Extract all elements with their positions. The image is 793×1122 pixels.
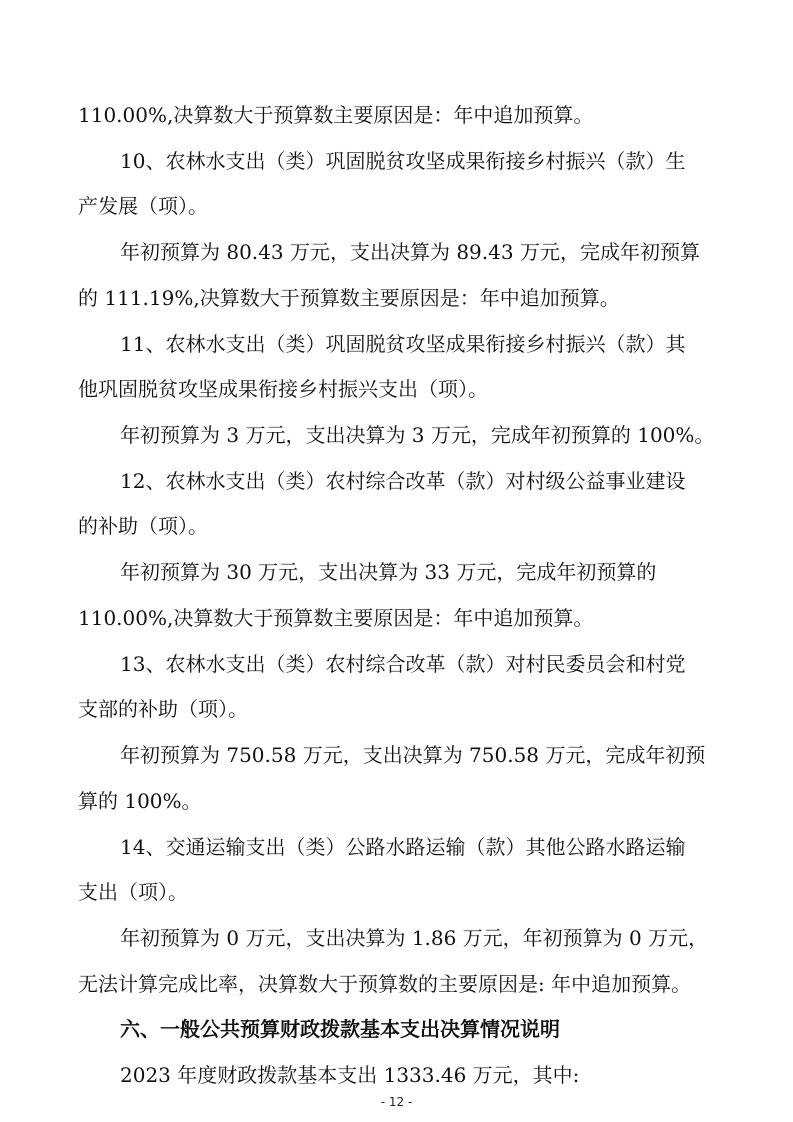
paragraph-line: 算的 100%。: [78, 789, 202, 813]
section-heading-11: 11、农林水支出（类）巩固脱贫攻坚成果衔接乡村振兴（款）其: [120, 332, 686, 356]
section-heading-14: 14、交通运输支出（类）公路水路运输（款）其他公路水路运输: [120, 835, 686, 859]
paragraph-line: 支出（项）。: [78, 880, 188, 904]
paragraph-line: 2023 年度财政拨款基本支出 1333.46 万元，其中:: [120, 1063, 580, 1087]
paragraph-line: 的补助（项）。: [78, 514, 208, 538]
section-heading-6: 六、一般公共预算财政拨款基本支出决算情况说明: [120, 1017, 560, 1041]
paragraph-line: 110.00%,决算数大于预算数主要原因是：年中追加预算。: [78, 606, 594, 630]
paragraph-line: 无法计算完成比率，决算数大于预算数的主要原因是: 年中追加预算。: [78, 972, 692, 996]
paragraph-line: 他巩固脱贫攻坚成果衔接乡村振兴支出（项）。: [78, 377, 488, 401]
section-heading-10: 10、农林水支出（类）巩固脱贫攻坚成果衔接乡村振兴（款）生: [120, 149, 686, 173]
paragraph-line: 年初预算为 80.43 万元，支出决算为 89.43 万元，完成年初预算: [120, 240, 700, 264]
paragraph-line: 支部的补助（项）。: [78, 697, 248, 721]
paragraph-line: 110.00%,决算数大于预算数主要原因是：年中追加预算。: [78, 103, 594, 127]
paragraph-line: 年初预算为 0 万元，支出决算为 1.86 万元，年初预算为 0 万元，: [120, 926, 709, 950]
paragraph-line: 产发展（项）。: [78, 194, 208, 218]
paragraph-line: 年初预算为 750.58 万元，支出决算为 750.58 万元，完成年初预: [120, 743, 706, 767]
section-heading-13: 13、农林水支出（类）农村综合改革（款）对村民委员会和村党: [120, 652, 686, 676]
paragraph-line: 年初预算为 3 万元，支出决算为 3 万元，完成年初预算的 100%。: [120, 423, 715, 447]
section-heading-12: 12、农林水支出（类）农村综合改革（款）对村级公益事业建设: [120, 469, 686, 493]
paragraph-line: 年初预算为 30 万元，支出决算为 33 万元，完成年初预算的: [120, 560, 657, 584]
paragraph-line: 的 111.19%,决算数大于预算数主要原因是：年中追加预算。: [78, 286, 620, 310]
page-number: - 12 -: [380, 1095, 413, 1109]
